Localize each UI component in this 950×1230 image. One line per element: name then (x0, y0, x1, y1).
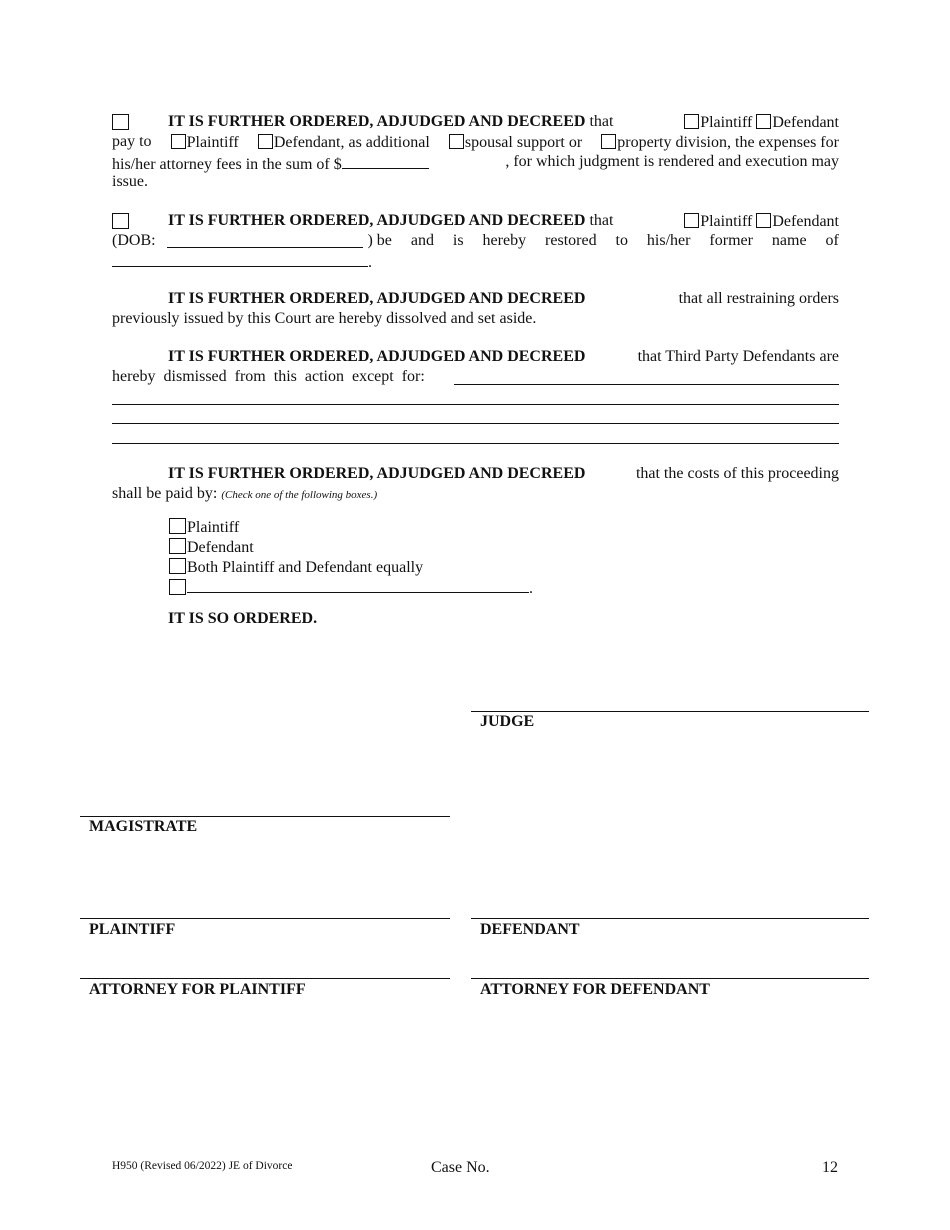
para2-lead: IT IS FURTHER ORDERED, ADJUDGED AND DECREED (168, 212, 586, 229)
plaintiff-label: PLAINTIFF (89, 921, 176, 938)
cost-defendant-checkbox[interactable] (169, 538, 186, 554)
para1-property-checkbox[interactable] (601, 134, 616, 149)
cost-both-label: Both Plaintiff and Defendant equally (187, 559, 424, 576)
para2-period: . (368, 254, 372, 271)
para1-property (601, 134, 839, 150)
para1-party-choice (684, 114, 839, 131)
para1-defendant-checkbox[interactable] (756, 114, 771, 129)
para1-checkbox[interactable] (112, 114, 129, 130)
para2-plaintiff-label: Plaintiff (700, 213, 753, 230)
attorney-defendant-signature-line[interactable] (471, 978, 869, 979)
para1-plaintiff-label: Plaintiff (700, 114, 753, 131)
para2-plaintiff-checkbox[interactable] (684, 213, 699, 228)
para3-rest: that all restraining orders (678, 290, 839, 307)
attorney-defendant-label: ATTORNEY FOR DEFENDANT (480, 981, 710, 998)
para5-paid-by: shall be paid by: (112, 485, 218, 502)
para2-word: restored (545, 232, 597, 249)
plaintiff-signature-line[interactable] (80, 918, 450, 919)
para1-line2 (112, 134, 839, 150)
para1-spousal-label: spousal support or (464, 134, 583, 151)
cost-both-checkbox[interactable] (169, 558, 186, 574)
para1-payee-plaintiff-label: Plaintiff (186, 134, 239, 151)
para4-except-field-1[interactable] (454, 384, 839, 385)
para4-except-field-3[interactable] (112, 423, 839, 424)
cost-option-other (169, 578, 533, 597)
para1-line1 (112, 114, 839, 130)
cost-option-defendant (169, 538, 254, 554)
para2-word: is (452, 232, 464, 249)
cost-other-checkbox[interactable] (169, 579, 186, 595)
para4-except-field-2[interactable] (112, 404, 839, 405)
cost-option-both (169, 558, 423, 574)
para2-defendant-checkbox[interactable] (756, 213, 771, 228)
cost-plaintiff-label: Plaintiff (187, 519, 240, 536)
para4-rest: that Third Party Defendants are (637, 348, 839, 365)
footer-page-number: 12 (822, 1159, 838, 1176)
para2-former-name-field[interactable] (112, 252, 368, 267)
footer-form-id: H950 (Revised 06/2022) JE of Divorce (112, 1160, 293, 1172)
attorney-plaintiff-label: ATTORNEY FOR PLAINTIFF (89, 981, 306, 998)
judge-label: JUDGE (480, 713, 535, 730)
para1-fees-text: his/her attorney fees in the sum of $ (112, 156, 342, 173)
para2-party-choice (684, 213, 839, 230)
para5-instruction: (Check one of the following boxes.) (221, 489, 378, 501)
para2-dob-field[interactable] (167, 233, 363, 248)
cost-other-field[interactable] (187, 578, 529, 593)
para1-plaintiff-checkbox[interactable] (684, 114, 699, 129)
para2-line2 (112, 233, 839, 249)
para4-line2 (112, 369, 839, 385)
para3-line2: previously issued by this Court are hereby dissolved and set aside. (112, 310, 537, 327)
magistrate-label: MAGISTRATE (89, 818, 198, 835)
cost-other-period: . (529, 580, 533, 597)
para1-line3 (112, 153, 839, 173)
para2-word: of (825, 232, 839, 249)
defendant-signature-line[interactable] (471, 918, 869, 919)
para2-defendant-label: Defendant (772, 213, 839, 230)
para5-line1 (112, 466, 839, 482)
para1-lead: IT IS FURTHER ORDERED, ADJUDGED AND DECREED (168, 113, 586, 130)
para2-line3 (112, 252, 372, 271)
so-ordered: IT IS SO ORDERED. (168, 610, 318, 627)
para2-word: former (709, 232, 753, 249)
para1-spousal (449, 134, 582, 150)
para1-line1-text (168, 114, 613, 130)
para1-line4: issue. (112, 173, 148, 190)
para1-fees-amount-field[interactable] (342, 154, 429, 169)
para2-word: name (771, 232, 807, 249)
para1-defendant-label: Defendant (772, 114, 839, 131)
para2-dob-label: (DOB: (112, 232, 156, 249)
para1-pay-to: pay to (112, 133, 152, 150)
para5-line2 (112, 486, 377, 502)
para1-payee-defendant-checkbox[interactable] (258, 134, 273, 149)
para5-rest: that the costs of this proceeding (635, 465, 839, 482)
cost-plaintiff-checkbox[interactable] (169, 518, 186, 534)
para1-payee-plaintiff-checkbox[interactable] (171, 134, 186, 149)
para1-that: that (589, 113, 614, 130)
para4-except-field-4[interactable] (112, 443, 839, 444)
cost-option-plaintiff (169, 518, 239, 534)
para2-word: his/her (646, 232, 691, 249)
para1-payee-defendant-label: Defendant, as additional (273, 134, 430, 151)
para3-line1 (112, 291, 839, 307)
para2-word: ) be (367, 232, 392, 249)
para2-that: that (589, 212, 614, 229)
para2-word: hereby (482, 232, 527, 249)
para2-checkbox[interactable] (112, 213, 129, 229)
footer-case-no: Case No. (431, 1159, 490, 1176)
para4-except-label: hereby dismissed from this action except for: (112, 368, 425, 385)
judge-signature-line[interactable] (471, 711, 869, 712)
para1-spousal-checkbox[interactable] (449, 134, 464, 149)
para1-payee-plaintiff (171, 134, 239, 150)
para3-lead: IT IS FURTHER ORDERED, ADJUDGED AND DECREED (168, 290, 586, 307)
para4-lead: IT IS FURTHER ORDERED, ADJUDGED AND DECREED (168, 348, 586, 365)
para2-line1 (112, 213, 839, 229)
cost-defendant-label: Defendant (187, 539, 254, 556)
para2-word: to (615, 232, 628, 249)
para4-line1 (112, 349, 839, 365)
para1-judgment-text: , for which judgment is rendered and execution may (505, 153, 839, 170)
para1-payee-defendant (258, 134, 430, 150)
para2-word: and (410, 232, 434, 249)
magistrate-signature-line[interactable] (80, 816, 450, 817)
para5-lead: IT IS FURTHER ORDERED, ADJUDGED AND DECREED (168, 465, 586, 482)
attorney-plaintiff-signature-line[interactable] (80, 978, 450, 979)
defendant-label: DEFENDANT (480, 921, 580, 938)
para1-property-label: property division, the expenses for (617, 134, 839, 151)
para2-line1-text (168, 213, 613, 229)
